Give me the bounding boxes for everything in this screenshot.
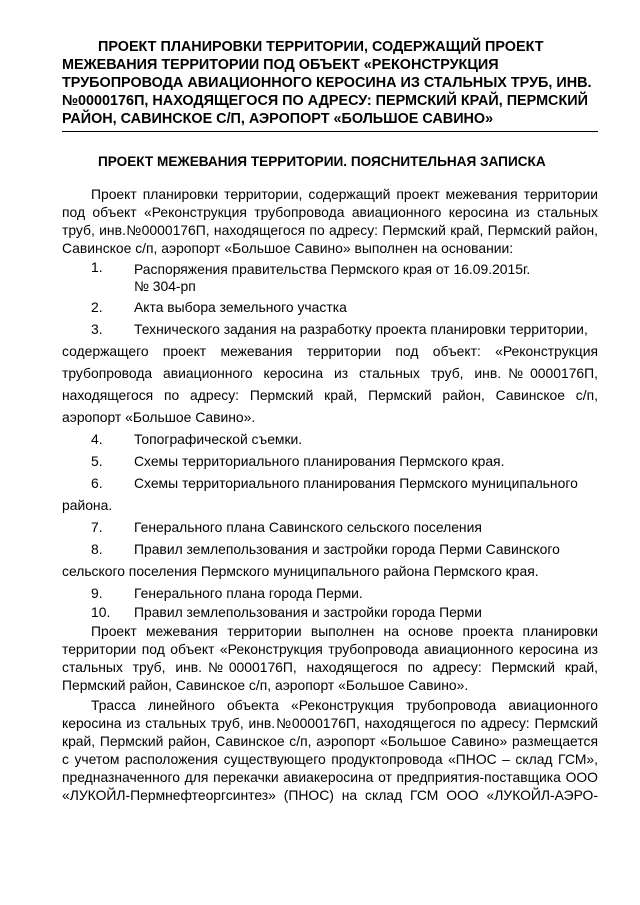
list-item-text: Генерального плана Савинского сельского поселения bbox=[134, 519, 482, 535]
list-item-number: 5. bbox=[91, 453, 103, 469]
intro-line-3: труб, инв.№0000176П, находящегося по адресу: Пермский край, Пермский район, bbox=[62, 222, 598, 238]
list-item-text: Распоряжения правительства Пермского края от 16.09.2015г. bbox=[134, 261, 531, 277]
list-item-number: 7. bbox=[91, 519, 103, 535]
header-line-4: №0000176П, НАХОДЯЩЕГОСЯ ПО АДРЕСУ: ПЕРМСКИЙ КРАЙ, ПЕРМСКИЙ bbox=[62, 93, 588, 109]
list-item-text: содержащего проект межевания территории под объект: «Реконструкция bbox=[62, 343, 598, 359]
paragraph-line: предназначенного для перекачки авиакеросина от предприятия-поставщика ООО bbox=[62, 769, 598, 785]
paragraph-line: край, Пермский район, Савинское с/п, аэропорт «Большое Савино» размещается bbox=[62, 733, 598, 749]
paragraph-line: Проект межевания территории выполнен на основе проекта планировки bbox=[91, 623, 598, 639]
paragraph-line: керосина из стальных труб, инв.№0000176П, находящегося по адресу: Пермский bbox=[62, 715, 598, 731]
paragraph-line: Пермский район, Савинское с/п, аэропорт «Большое Савино». bbox=[62, 677, 469, 693]
intro-line-2: под объект «Реконструкция трубопровода авиационного керосина из стальных bbox=[62, 204, 598, 220]
header-line-1: ПРОЕКТ ПЛАНИРОВКИ ТЕРРИТОРИИ, СОДЕРЖАЩИЙ ПРОЕКТ bbox=[98, 39, 544, 55]
list-item-text: № 304-рп bbox=[134, 278, 196, 294]
section-title: ПРОЕКТ МЕЖЕВАНИЯ ТЕРРИТОРИИ. ПОЯСНИТЕЛЬНАЯ ЗАПИСКА bbox=[98, 154, 546, 169]
list-item-text: Схемы территориального планирования Пермского муниципального bbox=[134, 475, 578, 491]
list-item-number: 9. bbox=[91, 585, 103, 601]
intro-line-4: Савинское с/п, аэропорт «Большое Савино» выполнен на основании: bbox=[62, 240, 514, 256]
list-item-number: 6. bbox=[91, 475, 103, 491]
list-item-text: аэропорт «Большое Савино». bbox=[62, 409, 256, 425]
list-item-number: 1. bbox=[91, 259, 103, 275]
list-item-text: Правил землепользования и застройки города Перми bbox=[134, 604, 482, 620]
list-item-text: Схемы территориального планирования Пермского края. bbox=[134, 453, 505, 469]
header-line-2: МЕЖЕВАНИЯ ТЕРРИТОРИИ ПОД ОБЪЕКТ «РЕКОНСТРУКЦИЯ bbox=[62, 57, 499, 73]
intro-line-1: Проект планировки территории, содержащий проект межевания территории bbox=[91, 186, 598, 202]
list-item-number: 4. bbox=[91, 431, 103, 447]
header-line-3: ТРУБОПРОВОДА АВИАЦИОННОГО КЕРОСИНА ИЗ СТАЛЬНЫХ ТРУБ, ИНВ. bbox=[62, 75, 592, 91]
list-item-text: Правил землепользования и застройки города Перми Савинского bbox=[134, 541, 560, 557]
list-item-number: 10. bbox=[91, 604, 111, 620]
list-item-text: района. bbox=[62, 497, 113, 513]
list-item-text: сельского поселения Пермского муниципального района Пермского края. bbox=[62, 563, 539, 579]
list-item-text: трубопровода авиационного керосина из стальных труб, инв.№0000176П, bbox=[62, 365, 598, 381]
paragraph-line: территории под объект «Реконструкция трубопровода авиационного керосина из bbox=[62, 641, 598, 657]
header-divider bbox=[62, 131, 598, 132]
paragraph-line: с учетом расположения существующего продуктопровода «ПНОС – склад ГСМ», bbox=[62, 751, 598, 767]
list-item-number: 3. bbox=[91, 321, 103, 337]
paragraph-line: Трасса линейного объекта «Реконструкция трубопровода авиационного bbox=[91, 697, 598, 713]
list-item-number: 2. bbox=[91, 299, 103, 315]
header-line-5: РАЙОН, САВИНСКОЕ С/П, АЭРОПОРТ «БОЛЬШОЕ САВИНО» bbox=[62, 111, 494, 127]
paragraph-line: «ЛУКОЙЛ-Пермнефтеоргсинтез» (ПНОС) на склад ГСМ ООО «ЛУКОЙЛ-АЭРО- bbox=[62, 787, 598, 803]
list-item-text: Топографической съемки. bbox=[134, 431, 303, 447]
list-item-text: находящегося по адресу: Пермский край, Пермский район, Савинское с/п, bbox=[62, 387, 598, 403]
paragraph-line: стальных труб, инв.№0000176П, находящегося по адресу: Пермский край, bbox=[62, 659, 598, 675]
list-item-text: Генерального плана города Перми. bbox=[134, 585, 363, 601]
list-item-text: Акта выбора земельного участка bbox=[134, 299, 347, 315]
list-item-text: Технического задания на разработку проекта планировки территории, bbox=[134, 321, 588, 337]
list-item-number: 8. bbox=[91, 541, 103, 557]
